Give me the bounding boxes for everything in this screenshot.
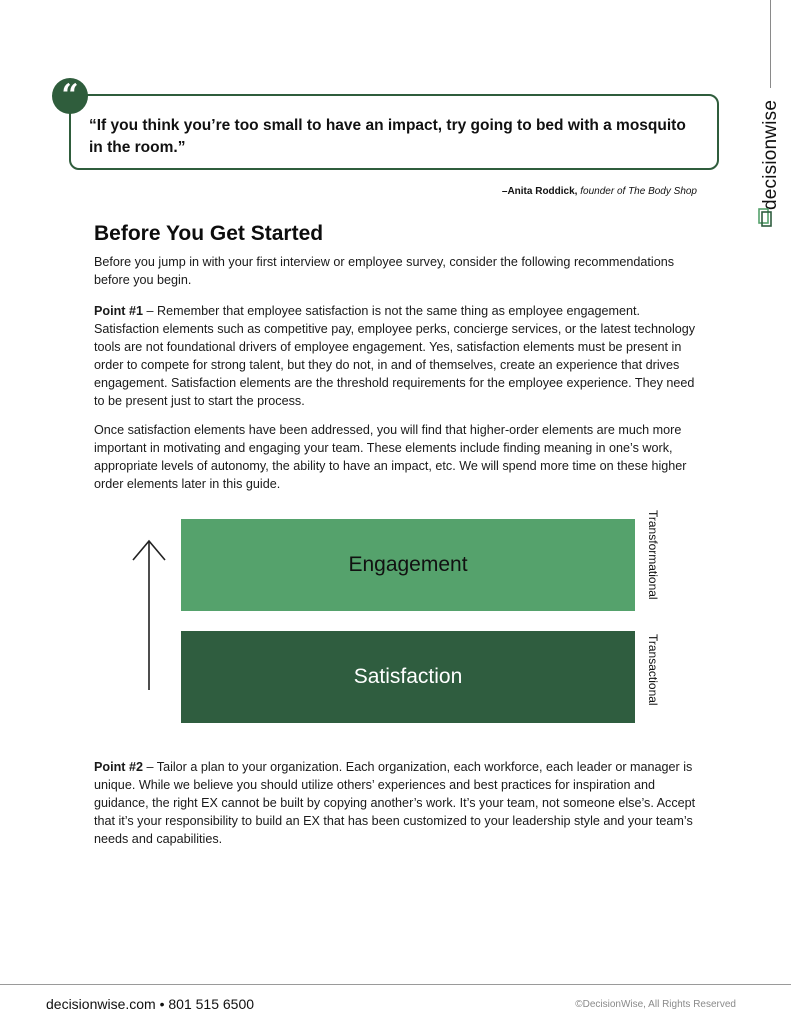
satisfaction-tier-label: Satisfaction <box>353 665 463 688</box>
brand-logo-icon <box>758 206 772 228</box>
point2-paragraph <box>94 758 704 848</box>
quote-mark-icon: “ <box>52 78 88 114</box>
up-arrow-icon <box>130 538 170 694</box>
quote-attribution <box>502 186 697 197</box>
attribution-role: founder of The Body Shop <box>580 186 697 197</box>
point2-label: Point #2 <box>94 760 143 774</box>
point1-paragraph <box>94 302 704 410</box>
footer-copyright: ©DecisionWise, All Rights Reserved <box>575 999 736 1010</box>
transactional-label: Transactional <box>646 634 660 706</box>
section-heading: Before You Get Started <box>94 222 324 245</box>
footer-contact: decisionwise.com • 801 515 6500 <box>46 996 255 1012</box>
higher-order-paragraph: Once satisfaction elements have been addressed, you will find that higher-order elements are much more important in motivating and engaging your team. These elements include finding meaning in one’s work, appropriate levels of autonomy, the ability to have an impact, etc. We will spend more time on these higher order elements later in this guide. <box>94 423 687 491</box>
point1-label: Point #1 <box>94 304 143 318</box>
footer-divider <box>0 984 791 985</box>
point1-text: – Remember that employee satisfaction is not the same thing as employee engagement. Satisfaction elements such as competitive pay, employee perks, concierge services, or the latest technology tools are not foundational drivers of employee engagement. Yes, satisfaction elements must be present in order to compete for strong talent, but they do not, in and of themselves, create an experience that drives engagement. Satisfaction elements are the threshold requirements for the employee experience. They need to be present just to start the process. <box>94 304 696 408</box>
brand-wordmark: decisionwise <box>760 99 781 210</box>
satisfaction-tier <box>181 631 635 723</box>
brand-divider-line <box>770 0 771 88</box>
attribution-name: –Anita Roddick, <box>501 186 578 197</box>
intro-paragraph: Before you jump in with your first interview or employee survey, consider the following recommendations before you begin. <box>94 255 675 287</box>
point2-text: – Tailor a plan to your organization. Each organization, each workforce, each leader or manager is unique. While we believe you should utilize others’ experiences and best practices for inspiration and guidance, the right EX cannot be built by copying another’s work. It’s your team, not someone else’s. Accept that it’s your responsibility to build an EX that has been customized to your leadership style and your team’s needs and capabilities. <box>94 760 696 846</box>
transformational-label: Transformational <box>646 510 660 600</box>
quote-text: “If you think you’re too small to have an impact, try going to bed with a mosquito in the room.” <box>89 117 686 156</box>
engagement-tier <box>181 519 635 611</box>
engagement-tier-label: Engagement <box>348 553 468 576</box>
